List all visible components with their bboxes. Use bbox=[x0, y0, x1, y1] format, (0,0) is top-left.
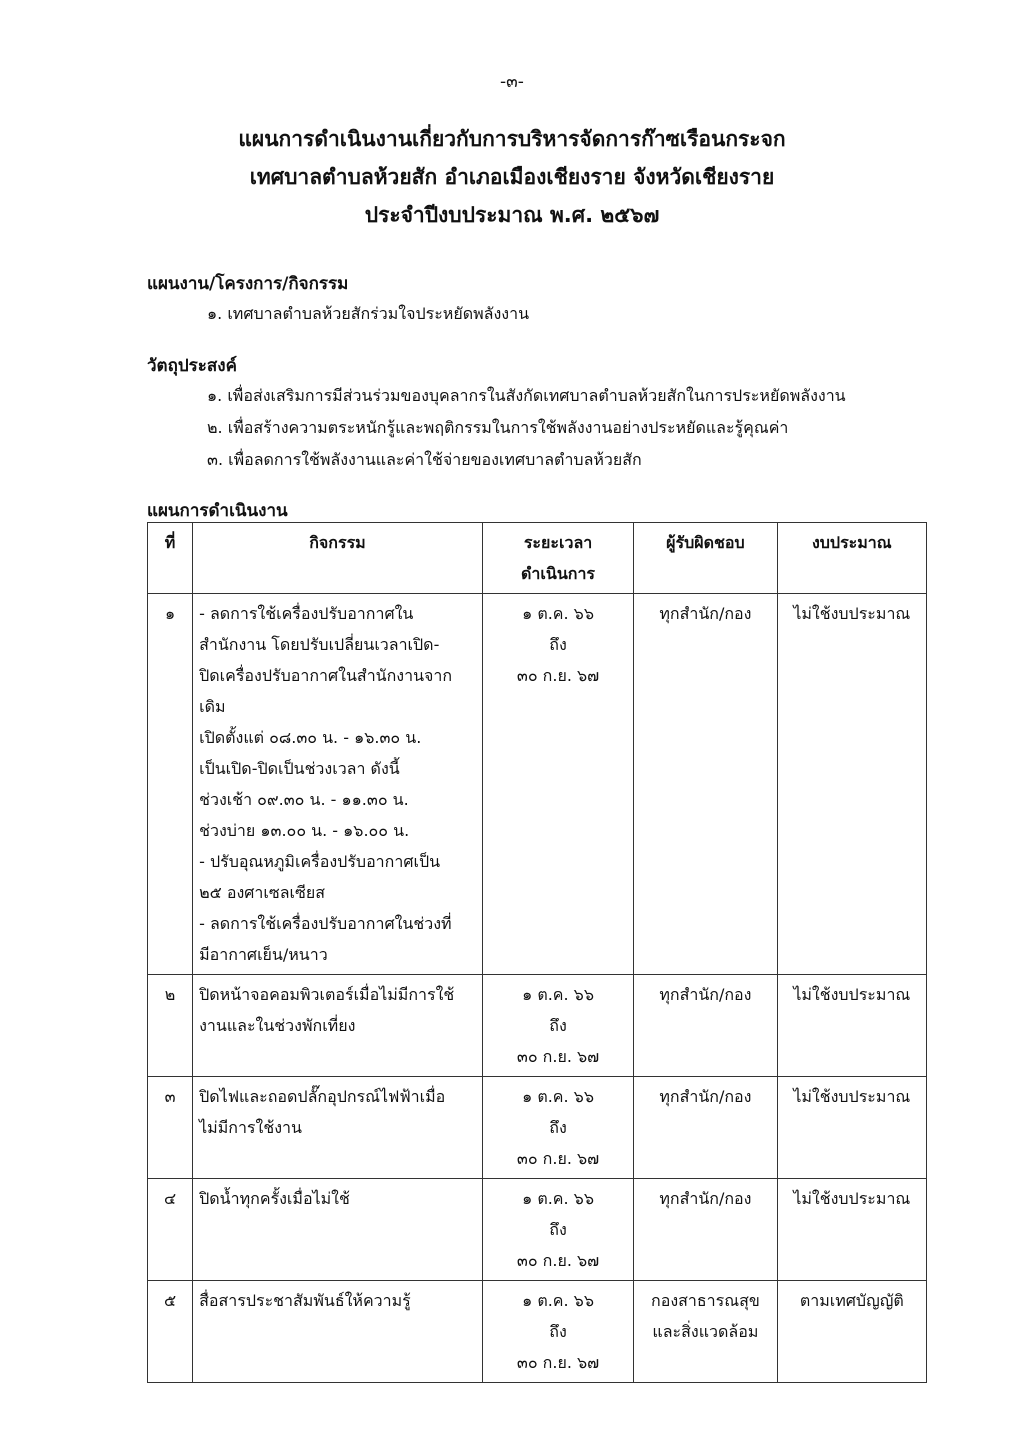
budget-cell: ไม่ใช้งบประมาณ bbox=[777, 594, 926, 975]
row-number: ๔ bbox=[148, 1179, 193, 1281]
period-cell bbox=[482, 975, 633, 1077]
header-no: ที่ bbox=[148, 523, 193, 594]
table-row bbox=[148, 1077, 927, 1179]
activity-line: - ลดการใช้เครื่องปรับอากาศในช่วงที่ bbox=[199, 914, 452, 933]
budget-cell: ไม่ใช้งบประมาณ bbox=[777, 1179, 926, 1281]
period-line: ๓๐ ก.ย. ๖๗ bbox=[516, 1353, 600, 1372]
responsible-cell bbox=[634, 1077, 777, 1179]
responsible-line: ทุกสำนัก/กอง bbox=[659, 604, 752, 623]
plan-table bbox=[147, 522, 927, 1383]
row-number: ๒ bbox=[148, 975, 193, 1077]
activity-line: สำนักงาน โดยปรับเปลี่ยนเวลาเปิด- bbox=[199, 635, 440, 654]
header-period bbox=[482, 523, 633, 594]
budget-cell: ตามเทศบัญญัติ bbox=[777, 1281, 926, 1383]
period-line: ๑ ต.ค. ๖๖ bbox=[522, 985, 594, 1004]
period-line: ถึง bbox=[549, 1322, 567, 1341]
activity-line: เดิม bbox=[199, 697, 226, 716]
table-header-row bbox=[148, 523, 927, 594]
project-item: ๑. เทศบาลตำบลห้วยสักร่วมใจประหยัดพลังงาน bbox=[207, 304, 530, 323]
activity-cell bbox=[193, 1077, 483, 1179]
activity-line: ปิดน้ำทุกครั้งเมื่อไม่ใช้ bbox=[199, 1189, 350, 1208]
activity-line: ๒๕ องศาเซลเซียส bbox=[199, 883, 326, 902]
objective-item: ๓. เพื่อลดการใช้พลังงานและค่าใช้จ่ายของเทศบาลตำบลห้วยสัก bbox=[207, 450, 642, 469]
title-line-3: ประจำปีงบประมาณ พ.ศ. ๒๕๖๗ bbox=[364, 203, 660, 227]
table-row bbox=[148, 1281, 927, 1383]
objective-item: ๑. เพื่อส่งเสริมการมีส่วนร่วมของบุคลากรในสังกัดเทศบาลตำบลห้วยสักในการประหยัดพลังงาน bbox=[207, 386, 846, 405]
activity-line: งานและในช่วงพักเที่ยง bbox=[199, 1016, 356, 1035]
activity-cell bbox=[193, 1281, 483, 1383]
period-line: ๓๐ ก.ย. ๖๗ bbox=[516, 1047, 600, 1066]
projects-heading: แผนงาน/โครงการ/กิจกรรม bbox=[147, 274, 349, 294]
activity-line: - ปรับอุณหภูมิเครื่องปรับอากาศเป็น bbox=[199, 852, 441, 871]
period-cell bbox=[482, 594, 633, 975]
title-line-1: แผนการดำเนินงานเกี่ยวกับการบริหารจัดการก๊าซเรือนกระจก bbox=[238, 127, 786, 151]
budget-cell: ไม่ใช้งบประมาณ bbox=[777, 975, 926, 1077]
plan-heading: แผนการดำเนินงาน bbox=[147, 501, 288, 521]
activity-cell bbox=[193, 975, 483, 1077]
row-number: ๓ bbox=[148, 1077, 193, 1179]
activity-line: สื่อสารประชาสัมพันธ์ให้ความรู้ bbox=[199, 1291, 411, 1310]
objectives-heading: วัตถุประสงค์ bbox=[147, 356, 237, 376]
page-number: -๓- bbox=[500, 72, 524, 92]
period-cell bbox=[482, 1077, 633, 1179]
objective-item: ๒. เพื่อสร้างความตระหนักรู้และพฤติกรรมในการใช้พลังงานอย่างประหยัดและรู้คุณค่า bbox=[207, 418, 789, 437]
activity-line: ปิดหน้าจอคอมพิวเตอร์เมื่อไม่มีการใช้ bbox=[199, 985, 455, 1004]
activity-line: ไม่มีการใช้งาน bbox=[199, 1118, 302, 1137]
header-period-line1: ระยะเวลา bbox=[523, 533, 593, 552]
table-row bbox=[148, 975, 927, 1077]
responsible-cell bbox=[634, 594, 777, 975]
responsible-line: กองสาธารณสุข bbox=[651, 1291, 760, 1310]
activity-line: ช่วงเช้า ๐๙.๓๐ น. - ๑๑.๓๐ น. bbox=[199, 790, 409, 809]
activity-line: ช่วงบ่าย ๑๓.๐๐ น. - ๑๖.๐๐ น. bbox=[199, 821, 410, 840]
period-line: ถึง bbox=[549, 1118, 567, 1137]
period-line: ๓๐ ก.ย. ๖๗ bbox=[516, 666, 600, 685]
period-line: ๑ ต.ค. ๖๖ bbox=[522, 1189, 594, 1208]
activity-cell bbox=[193, 1179, 483, 1281]
period-line: ถึง bbox=[549, 1016, 567, 1035]
table-row bbox=[148, 1179, 927, 1281]
table-row bbox=[148, 594, 927, 975]
period-line: ๑ ต.ค. ๖๖ bbox=[522, 604, 594, 623]
responsible-line: ทุกสำนัก/กอง bbox=[659, 1087, 752, 1106]
header-responsible: ผู้รับผิดชอบ bbox=[634, 523, 777, 594]
header-period-line2: ดำเนินการ bbox=[521, 564, 596, 583]
activity-line: ปิดไฟและถอดปลั๊กอุปกรณ์ไฟฟ้าเมื่อ bbox=[199, 1087, 446, 1106]
title-line-2: เทศบาลตำบลห้วยสัก อำเภอเมืองเชียงราย จังหวัดเชียงราย bbox=[249, 165, 775, 189]
header-budget: งบประมาณ bbox=[777, 523, 926, 594]
period-line: ถึง bbox=[549, 635, 567, 654]
responsible-cell bbox=[634, 1179, 777, 1281]
activity-line: ปิดเครื่องปรับอากาศในสำนักงานจาก bbox=[199, 666, 453, 685]
responsible-line: ทุกสำนัก/กอง bbox=[659, 985, 752, 1004]
document-title bbox=[0, 120, 1024, 234]
row-number: ๑ bbox=[148, 594, 193, 975]
period-line: ๑ ต.ค. ๖๖ bbox=[522, 1087, 594, 1106]
period-line: ๑ ต.ค. ๖๖ bbox=[522, 1291, 594, 1310]
responsible-cell bbox=[634, 1281, 777, 1383]
activity-line: เป็นเปิด-ปิดเป็นช่วงเวลา ดังนี้ bbox=[199, 759, 400, 778]
row-number: ๕ bbox=[148, 1281, 193, 1383]
period-line: ๓๐ ก.ย. ๖๗ bbox=[516, 1149, 600, 1168]
period-line: ๓๐ ก.ย. ๖๗ bbox=[516, 1251, 600, 1270]
period-line: ถึง bbox=[549, 1220, 567, 1239]
period-cell bbox=[482, 1281, 633, 1383]
activity-line: มีอากาศเย็น/หนาว bbox=[199, 945, 328, 964]
period-cell bbox=[482, 1179, 633, 1281]
responsible-cell bbox=[634, 975, 777, 1077]
responsible-line: ทุกสำนัก/กอง bbox=[659, 1189, 752, 1208]
activity-line: - ลดการใช้เครื่องปรับอากาศใน bbox=[199, 604, 414, 623]
responsible-line: และสิ่งแวดล้อม bbox=[652, 1322, 759, 1341]
budget-cell: ไม่ใช้งบประมาณ bbox=[777, 1077, 926, 1179]
activity-line: เปิดตั้งแต่ ๐๘.๓๐ น. - ๑๖.๓๐ น. bbox=[199, 728, 422, 747]
activity-cell bbox=[193, 594, 483, 975]
header-activity: กิจกรรม bbox=[193, 523, 483, 594]
